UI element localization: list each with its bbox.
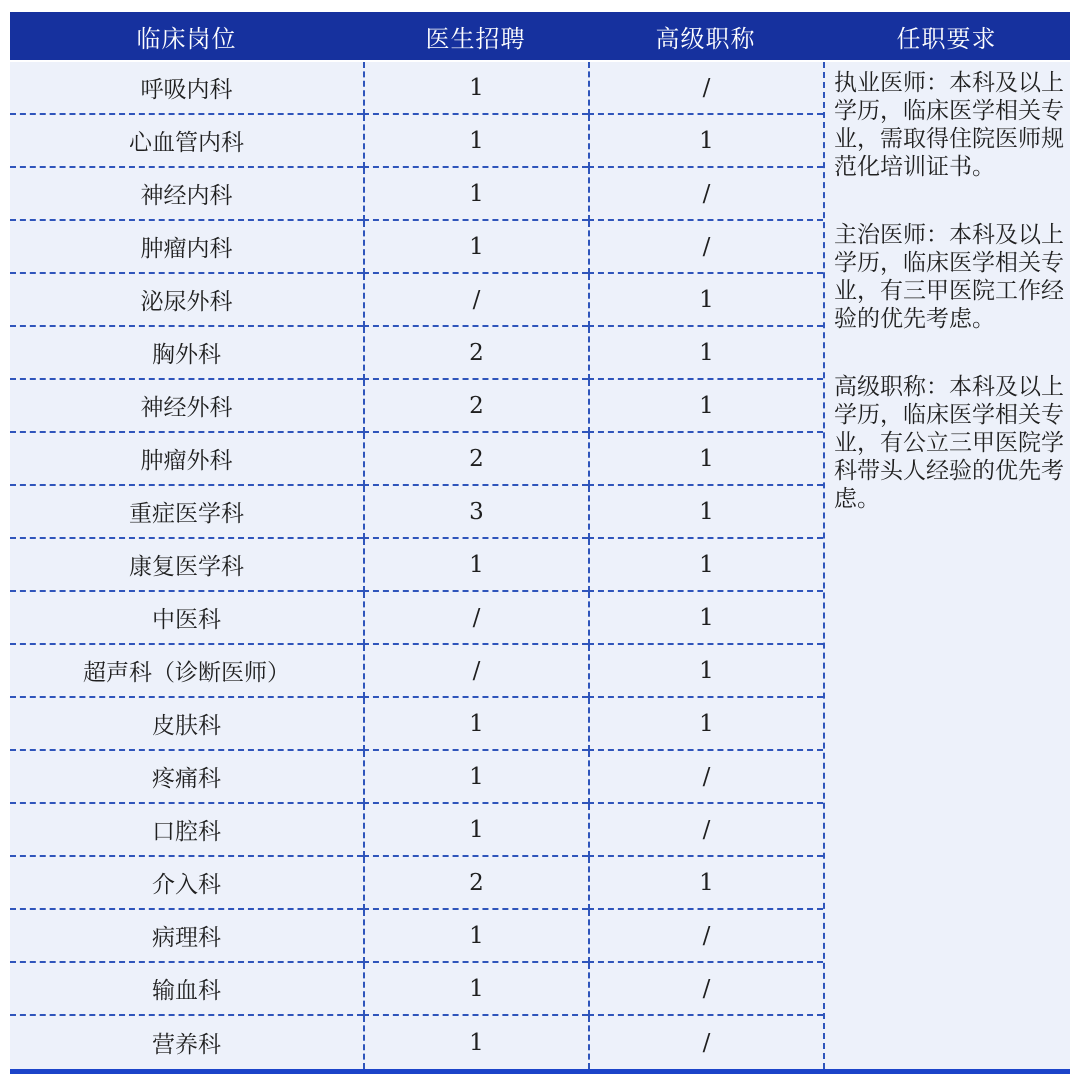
recruit-count-cell: 2 <box>363 327 588 380</box>
senior-title-cell: 1 <box>588 433 823 486</box>
table-bottom-border <box>10 1069 1070 1074</box>
requirement-paragraph-licensed-physician: 执业医师：本科及以上学历，临床医学相关专业，需取得住院医师规范化培训证书。 <box>834 70 1064 180</box>
column-header-job-requirements: 任职要求 <box>896 24 997 53</box>
recruit-count-cell: 3 <box>363 486 588 539</box>
dept-cell: 泌尿外科 <box>10 274 363 327</box>
senior-title-cell: 1 <box>588 115 823 168</box>
senior-title-cell: 1 <box>588 698 823 751</box>
senior-title-cell: / <box>588 1016 823 1069</box>
senior-title-cell: / <box>588 168 823 221</box>
dept-cell: 皮肤科 <box>10 698 363 751</box>
recruit-count-cell: 1 <box>363 751 588 804</box>
recruit-count-cell: 1 <box>363 539 588 592</box>
senior-title-cell: / <box>588 221 823 274</box>
senior-title-cell: / <box>588 910 823 963</box>
dept-cell: 肿瘤外科 <box>10 433 363 486</box>
dept-cell: 疼痛科 <box>10 751 363 804</box>
senior-title-cell: 1 <box>588 857 823 910</box>
senior-title-cell: 1 <box>588 486 823 539</box>
job-requirements-cell <box>823 62 1070 1069</box>
recruit-count-cell: 1 <box>363 910 588 963</box>
recruit-count-cell: / <box>363 592 588 645</box>
senior-title-cell: 1 <box>588 592 823 645</box>
dept-cell: 介入科 <box>10 857 363 910</box>
column-header-senior-title: 高级职称 <box>655 24 756 53</box>
senior-title-cell: 1 <box>588 539 823 592</box>
dept-cell: 肿瘤内科 <box>10 221 363 274</box>
dept-cell: 超声科（诊断医师） <box>10 645 363 698</box>
recruit-count-cell: 1 <box>363 1016 588 1069</box>
recruit-count-cell: 1 <box>363 62 588 115</box>
dept-cell: 中医科 <box>10 592 363 645</box>
senior-title-cell: / <box>588 963 823 1016</box>
senior-title-cell: 1 <box>588 645 823 698</box>
recruit-count-cell: 1 <box>363 115 588 168</box>
requirement-paragraph-senior-title: 高级职称：本科及以上学历，临床医学相关专业，有公立三甲医院学科带头人经验的优先考虑。 <box>834 374 1064 512</box>
recruit-count-cell: / <box>363 274 588 327</box>
dept-cell: 重症医学科 <box>10 486 363 539</box>
recruit-count-cell: / <box>363 645 588 698</box>
recruit-count-cell: 1 <box>363 804 588 857</box>
dept-cell: 胸外科 <box>10 327 363 380</box>
recruit-count-cell: 1 <box>363 698 588 751</box>
senior-title-cell: / <box>588 804 823 857</box>
dept-cell: 输血科 <box>10 963 363 1016</box>
senior-title-cell: 1 <box>588 274 823 327</box>
column-header-doctor-recruit: 医生招聘 <box>425 24 526 53</box>
table-body <box>10 62 1070 1069</box>
dept-cell: 神经内科 <box>10 168 363 221</box>
senior-title-cell: / <box>588 751 823 804</box>
senior-title-cell: / <box>588 62 823 115</box>
recruit-count-cell: 2 <box>363 857 588 910</box>
dept-cell: 营养科 <box>152 1032 221 1058</box>
dept-cell: 口腔科 <box>10 804 363 857</box>
recruit-count-cell: 1 <box>363 963 588 1016</box>
recruit-count-cell: 2 <box>363 380 588 433</box>
table-header-row <box>10 12 1070 62</box>
dept-cell: 心血管内科 <box>10 115 363 168</box>
recruit-count-cell: 1 <box>363 221 588 274</box>
recruit-count-cell: 1 <box>363 168 588 221</box>
recruitment-table <box>10 12 1070 1074</box>
dept-cell: 神经外科 <box>10 380 363 433</box>
recruit-count-cell: 2 <box>363 433 588 486</box>
dept-cell: 病理科 <box>10 910 363 963</box>
dept-cell: 康复医学科 <box>10 539 363 592</box>
column-header-clinical-position: 临床岗位 <box>136 24 237 53</box>
requirement-paragraph-attending-physician: 主治医师：本科及以上学历，临床医学相关专业，有三甲医院工作经验的优先考虑。 <box>834 222 1064 332</box>
senior-title-cell: 1 <box>588 380 823 433</box>
senior-title-cell: 1 <box>588 327 823 380</box>
dept-cell: 呼吸内科 <box>10 62 363 115</box>
